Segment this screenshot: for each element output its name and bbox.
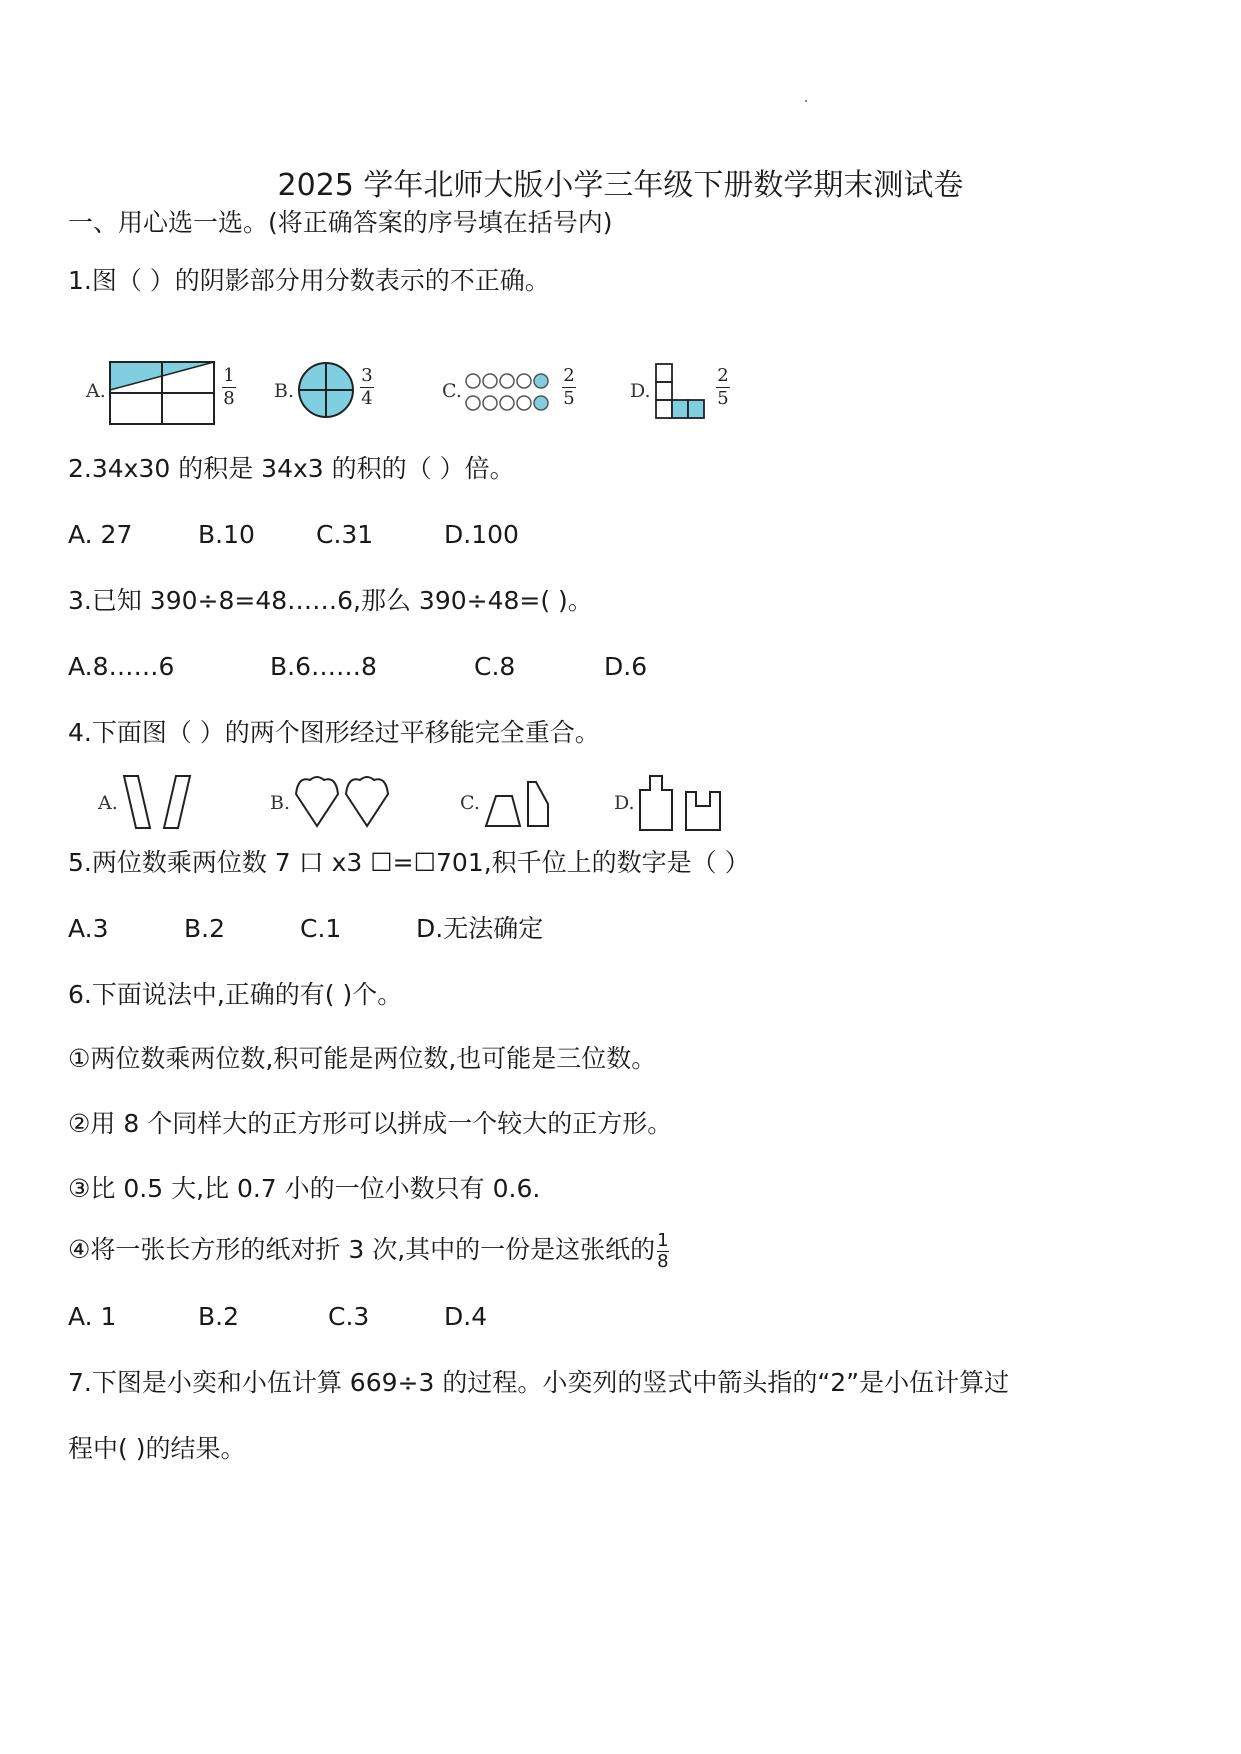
q5-option-c: C.1 [300,914,342,943]
q1-label-b: B. [274,380,295,402]
question-3: 3.已知 390÷8=48……6,那么 390÷48=( )。 [68,586,593,615]
q2-option-b: B.10 [198,520,255,549]
q1-figure-strip [70,350,750,430]
q6-option-a: A. 1 [68,1302,117,1331]
q6-option-d: D.4 [444,1302,488,1331]
q4-figure-a [122,774,192,832]
q6-statement-4-text: ④将一张长方形的纸对折 3 次,其中的一份是这张纸的 [68,1235,656,1264]
fraction-denominator: 8 [657,1250,669,1272]
fraction-denominator: 4 [361,388,373,409]
section-heading: 一、用心选一选。(将正确答案的序号填在括号内) [68,208,613,237]
q6-statement-4 [68,1228,669,1272]
q5-option-a: A.3 [68,914,109,943]
q1-fraction-a [222,366,236,409]
fraction-denominator: 5 [563,388,575,409]
q3-option-c: C.8 [474,652,516,681]
q3-option-d: D.6 [604,652,648,681]
question-7-line-1: 7.下图是小奕和小伍计算 669÷3 的过程。小奕列的竖式中箭头指的“2”是小伍计算过 [68,1368,1010,1397]
q1-figure-a [108,360,216,426]
question-2: 2.34x30 的积是 34x3 的积的（ ）倍。 [68,454,515,483]
q4-figure-b [292,774,392,832]
q4-figure-d [638,772,738,832]
q2-option-d: D.100 [444,520,519,549]
q6-statement-3: ③比 0.5 大,比 0.7 小的一位小数只有 0.6. [68,1174,541,1203]
q4-figure-strip [70,768,750,838]
q6-option-b: B.2 [198,1302,240,1331]
q5-option-d: D.无法确定 [416,914,544,943]
fraction-numerator: 2 [717,365,729,386]
q3-option-b: B.6……8 [270,652,377,681]
q3-option-a: A.8……6 [68,652,175,681]
question-5: 5.两位数乘两位数 7 口 x3 ☐=☐701,积千位上的数字是（ ） [68,848,750,877]
exam-title: 2025 学年北师大版小学三年级下册数学期末测试卷 [277,168,964,203]
q4-label-a: A. [98,792,118,814]
q6-option-c: C.3 [328,1302,370,1331]
fraction-denominator: 5 [717,388,729,409]
question-7-line-2: 程中( )的结果。 [68,1434,246,1463]
q1-figure-d [654,362,712,422]
fraction-numerator: 3 [361,365,373,386]
q4-label-d: D. [614,792,635,814]
q4-label-b: B. [270,792,291,814]
q1-label-a: A. [86,380,106,402]
q2-option-a: A. 27 [68,520,133,549]
q1-label-d: D. [630,380,651,402]
q1-fraction-d [716,366,730,409]
question-1: 1.图（ ）的阴影部分用分数表示的不正确。 [68,266,550,295]
q1-figure-c [464,370,556,414]
fraction-numerator: 1 [657,1229,669,1251]
q5-option-b: B.2 [184,914,226,943]
q4-figure-c [482,774,562,832]
fraction-denominator: 8 [223,388,235,409]
fraction-numerator: 2 [563,365,575,386]
q1-fraction-c [562,366,576,409]
q6-statement-1: ①两位数乘两位数,积可能是两位数,也可能是三位数。 [68,1044,657,1073]
fraction-numerator: 1 [223,365,235,386]
scan-speck [805,100,807,102]
question-6: 6.下面说法中,正确的有( )个。 [68,980,403,1009]
q4-label-c: C. [460,792,480,814]
question-4: 4.下面图（ ）的两个图形经过平移能完全重合。 [68,718,600,747]
q6-statement-2: ②用 8 个同样大的正方形可以拼成一个较大的正方形。 [68,1109,673,1138]
q2-option-c: C.31 [316,520,374,549]
q1-label-c: C. [442,380,462,402]
q1-figure-b [296,360,356,420]
q1-fraction-b [360,366,374,409]
q6-statement-4-fraction [657,1229,669,1272]
